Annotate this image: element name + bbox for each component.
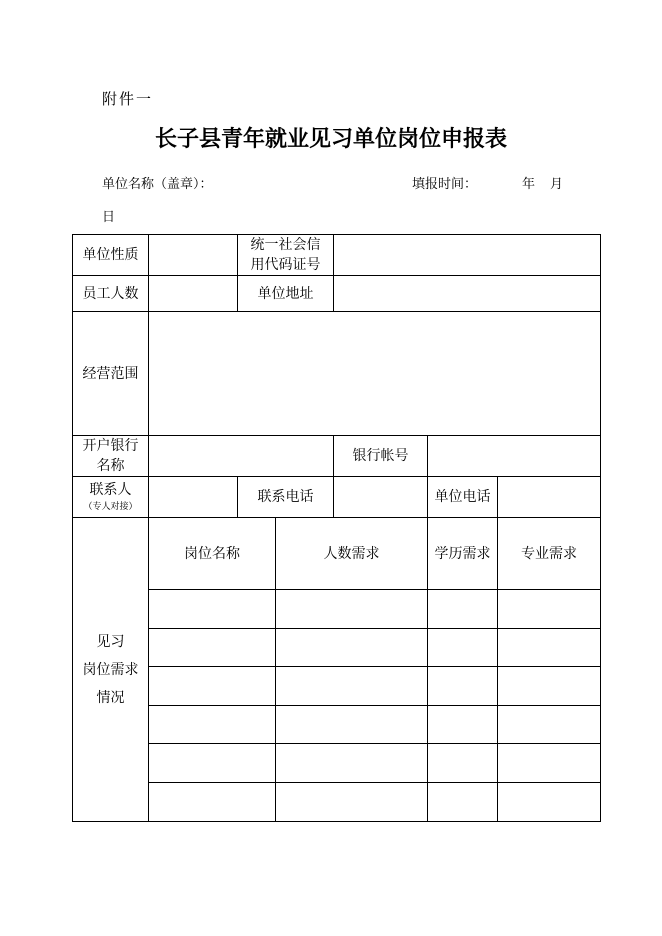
contact-label [73, 477, 148, 517]
credit-code-field[interactable] [334, 235, 600, 275]
position-demand-section-label [73, 518, 148, 821]
page-title: 长子县青年就业见习单位岗位申报表 [154, 126, 507, 152]
unit-address-field[interactable] [334, 276, 600, 311]
business-scope-label: 经营范围 [82, 365, 139, 382]
month-label: 月 [550, 177, 564, 192]
position-row[interactable] [149, 706, 600, 743]
contact-field[interactable] [149, 477, 237, 517]
unit-address-label: 单位地址 [257, 285, 314, 302]
unit-nature-field[interactable] [149, 235, 237, 275]
day-label: 日 [102, 210, 116, 225]
unit-name-label: 单位名称（盖章）： [102, 177, 213, 192]
contact-phone-label: 联系电话 [257, 489, 314, 505]
contact-phone-field[interactable] [334, 477, 427, 517]
col-header-education: 学历需求 [434, 545, 491, 562]
unit-nature-label: 单位性质 [82, 247, 139, 263]
section-label-line3: 情况 [96, 689, 125, 706]
position-row[interactable] [149, 590, 600, 628]
staff-count-label: 员工人数 [82, 285, 139, 302]
year-label: 年 [522, 177, 536, 192]
section-label-line2: 岗位需求 [82, 661, 139, 678]
bank-name-field[interactable] [149, 436, 333, 476]
staff-count-field[interactable] [149, 276, 237, 311]
section-label-line1: 见习 [96, 633, 125, 650]
position-row[interactable] [149, 667, 600, 705]
position-row[interactable] [149, 783, 600, 821]
unit-phone-label: 单位电话 [434, 489, 491, 505]
col-header-position: 岗位名称 [184, 545, 240, 562]
col-header-major: 专业需求 [521, 545, 577, 562]
contact-note: （专人对接） [83, 502, 138, 512]
position-row[interactable] [149, 629, 600, 666]
credit-code-label [238, 235, 333, 275]
unit-phone-field[interactable] [498, 477, 600, 517]
bank-name-label [73, 436, 148, 476]
business-scope-field[interactable] [149, 312, 600, 435]
fill-time-label: 填报时间： [412, 177, 478, 192]
position-row[interactable] [149, 744, 600, 782]
credit-code-label-line2: 用代码证号 [250, 257, 321, 273]
credit-code-label-line1: 统一社会信 [250, 237, 321, 253]
bank-name-label-line2: 名称 [96, 458, 125, 474]
bank-name-label-line1: 开户银行 [82, 438, 139, 454]
bank-account-label: 银行帐号 [352, 448, 409, 464]
bank-account-field[interactable] [428, 436, 600, 476]
attachment-label: 附件一 [102, 90, 154, 108]
col-header-headcount: 人数需求 [323, 545, 380, 562]
contact-label-text: 联系人 [89, 482, 132, 498]
